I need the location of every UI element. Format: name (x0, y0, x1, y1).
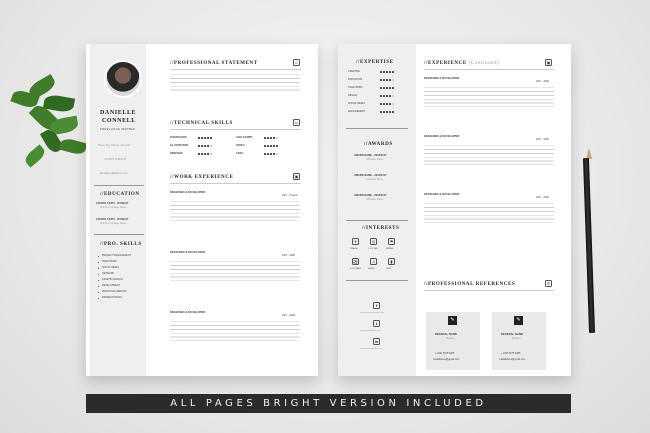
expertise-level-dot (392, 71, 394, 73)
interest-icon: ⚽ (353, 259, 358, 264)
reference-role: Position (446, 337, 455, 340)
skill-level-dot (276, 145, 278, 147)
skill-level-dot (207, 153, 209, 155)
education-school: School Or College Name (100, 222, 127, 225)
expertise-level-dot (383, 103, 385, 105)
pro-skill-item: NETWORK (102, 272, 115, 275)
expertise-level-dot (389, 95, 391, 97)
divider (94, 185, 144, 186)
job-description (170, 320, 300, 342)
job-years: 2007 - 2008 (282, 314, 295, 317)
job-years: 2007 - 2008 (536, 196, 549, 199)
award-name: AWARD NAME - 2016/2017 (354, 154, 387, 157)
social-handle: username/facebook.com (360, 312, 384, 314)
expertise-level-dot (389, 103, 391, 105)
skill-level-dot (210, 137, 212, 139)
interest-label: CYCLING (368, 248, 378, 250)
expertise-level-dot (392, 87, 394, 89)
references-title: //PROFESSIONAL REFERENCES (424, 282, 516, 287)
education-course: COURSE STUDY - 2016/2017 (96, 218, 129, 221)
divider (170, 129, 301, 130)
expertise-name: INNOVATIVE (348, 78, 363, 81)
job-description (424, 86, 554, 110)
pro-skill-item: PROFIONAL WRITING (102, 290, 127, 293)
expertise-level-dot (386, 111, 388, 113)
pro-skill-item: TEAM WORK (102, 260, 117, 263)
pro-skill-item: PRESENTATIONS (102, 296, 122, 299)
expertise-level-dot (383, 71, 385, 73)
award-org: Company Name (366, 178, 384, 181)
job-description (170, 260, 300, 282)
expertise-level-dot (386, 95, 388, 97)
job-title: DESIGNER & DEVELOPER (424, 192, 460, 196)
job-years: 2007 - 2008 (282, 254, 295, 257)
interest-icon: ✈ (353, 239, 358, 244)
expertise-level-dot (392, 95, 394, 97)
pro-skills-title: //PRO. SKILLS (100, 242, 142, 247)
expertise-name: DESIGN (348, 94, 358, 97)
skill-level-dot (204, 137, 206, 139)
skill-level-dot (198, 137, 200, 139)
expertise-name: MANAGEMENT (348, 110, 366, 113)
role-title: FREELANCE WRITER (100, 127, 135, 131)
reference-name: REFERAL NAME (501, 332, 524, 336)
education-title: //EDUCATION (100, 192, 140, 197)
skill-level-dot (276, 137, 278, 139)
skill-level-dot (270, 137, 272, 139)
pen-icon: ✎ (514, 316, 523, 325)
awards-title: //AWARDS (364, 142, 393, 147)
reference-phone: + 1897 5078 6485 (501, 352, 521, 355)
job-title: DESIGNER & DEVELOPER (170, 310, 206, 314)
skill-level-dot (267, 137, 269, 139)
divider (346, 128, 408, 129)
interest-label: TRAVEL (350, 248, 359, 250)
expertise-level-dot (392, 79, 394, 81)
skill-level-dot (273, 153, 275, 155)
skill-level-dot (264, 153, 266, 155)
expertise-name: CREATIVE (348, 70, 360, 73)
interest-label: FOOTBALL (350, 268, 362, 270)
expertise-name: SOCIAL MEDIA (348, 102, 365, 105)
award-org: Company Name (366, 198, 384, 201)
technical-skill-name: PHOTOSHOP (170, 136, 187, 139)
expertise-level-dot (392, 103, 394, 105)
skill-level-dot (198, 145, 200, 147)
expertise-level-dot (389, 111, 391, 113)
monitor-icon: ▭ (294, 120, 299, 125)
work-title: //WORK EXPERIENCE (170, 175, 234, 180)
briefcase-icon: ▣ (294, 174, 299, 179)
skill-level-dot (207, 145, 209, 147)
reference-role: Position (512, 337, 521, 340)
job-years: 2007 - 2008 (536, 80, 549, 83)
award-org: Company Name (366, 158, 384, 161)
expertise-level-dot (389, 71, 391, 73)
interest-label: GYM (386, 268, 391, 270)
award-name: AWARD NAME - 2016/2017 (354, 194, 387, 197)
education-school: School Or College Name (100, 206, 127, 209)
pro-skill-item: DEVELOPMENT (102, 284, 121, 287)
phone-icon: ✆ (546, 281, 551, 286)
interest-label: MUSIC (368, 268, 376, 270)
skill-level-dot (276, 153, 278, 155)
reference-email: mailaddress@gmail.com (433, 358, 460, 361)
expertise-level-dot (383, 95, 385, 97)
job-description (170, 200, 300, 222)
education-course: COURSE STUDY - 2016/2017 (96, 202, 129, 205)
statement-title: //PROFESSIONAL STATEMENT (170, 61, 258, 66)
skill-level-dot (204, 145, 206, 147)
expertise-level-dot (383, 87, 385, 89)
skill-level-dot (210, 145, 212, 147)
skill-level-dot (270, 153, 272, 155)
job-years: 2007 - 2008 (536, 138, 549, 141)
expertise-level-dot (386, 79, 388, 81)
expertise-level-dot (383, 111, 385, 113)
expertise-level-dot (380, 111, 382, 113)
phone: +00 0678 1234 5678 (104, 158, 127, 161)
expertise-level-dot (389, 79, 391, 81)
expertise-name: TEAM WORK (348, 86, 363, 89)
promo-banner: ALL PAGES BRIGHT VERSION INCLUDED (86, 394, 571, 413)
skill-level-dot (264, 137, 266, 139)
interests-title: //INTERESTS (362, 226, 400, 231)
reference-card (492, 312, 546, 370)
name-last: CONNELL (102, 118, 136, 124)
job-title: DESIGNER & DEVELOPER (170, 250, 206, 254)
technical-skill-name: CSS3 (236, 152, 243, 155)
interest-icon: ◎ (371, 239, 376, 244)
interest-icon: ♫ (372, 259, 375, 264)
skill-level-dot (273, 137, 275, 139)
divider (424, 290, 554, 291)
skill-level-dot (204, 153, 206, 155)
reference-card (426, 312, 480, 370)
skill-level-dot (273, 145, 275, 147)
social-icon: in (374, 339, 379, 344)
expertise-level-dot (386, 87, 388, 89)
skill-level-dot (267, 145, 269, 147)
expertise-level-dot (380, 95, 382, 97)
job-years: 2007 - Present (282, 194, 298, 197)
skill-level-dot (201, 145, 203, 147)
expertise-level-dot (380, 71, 382, 73)
pro-skill-item: SOCIAL MEDIA (102, 266, 119, 269)
expertise-level-dot (380, 87, 382, 89)
interest-label: BIKING (386, 248, 394, 250)
skill-level-dot (198, 153, 200, 155)
job-title: DESIGNER & DEVELOPER (424, 76, 460, 80)
technical-skill-name: INDESIGN (170, 152, 183, 155)
experience-title: //EXPERIENCE (Continued) (424, 61, 500, 66)
skill-level-dot (270, 145, 272, 147)
job-title: DESIGNER & DEVELOPER (424, 134, 460, 138)
address: Street, City, Country, Zip Code (98, 144, 131, 147)
expertise-level-dot (380, 79, 382, 81)
job-title: DESIGNER & DEVELOPER (170, 190, 206, 194)
divider (346, 220, 408, 221)
interest-icon: ▮ (388, 258, 395, 265)
skill-level-dot (207, 137, 209, 139)
name-first: DANIELLE (100, 110, 137, 116)
expertise-level-dot (383, 79, 385, 81)
divider (346, 280, 408, 281)
profile-photo (104, 60, 142, 98)
resume-page-2 (338, 44, 571, 376)
award-name: AWARD NAME - 2016/2017 (354, 174, 387, 177)
statement-text (170, 73, 300, 91)
job-description (424, 144, 554, 168)
expertise-level-dot (380, 103, 382, 105)
skill-level-dot (264, 145, 266, 147)
expertise-title: //EXPERTISE (356, 60, 394, 65)
divider (94, 234, 144, 235)
pro-skill-item: PROJECT MANAGEMENT (102, 254, 131, 257)
reference-phone: + 1897 5078 6485 (435, 352, 455, 355)
divider (170, 183, 301, 184)
user-icon: ☺ (294, 60, 299, 65)
divider (170, 69, 301, 70)
reference-name: REFERAL NAME (435, 332, 458, 336)
skill-level-dot (267, 153, 269, 155)
email: Email@emailaddress.com (100, 172, 128, 175)
pro-skill-item: GRAPHIC DESIGN (102, 278, 123, 281)
interest-icon: ⚑ (389, 239, 394, 244)
social-handle: username/linkedin.com (360, 348, 383, 350)
expertise-level-dot (392, 111, 394, 113)
technical-title: //TECHNICAL SKILLS (170, 121, 233, 126)
skill-level-dot (201, 137, 203, 139)
briefcase-icon: ▣ (546, 60, 551, 65)
divider (424, 69, 554, 70)
social-icon: t (373, 320, 380, 327)
technical-skill-name: ILLUSTRATOR (170, 144, 189, 147)
reference-email: mailaddress@gmail.com (499, 358, 526, 361)
job-description (424, 202, 554, 226)
expertise-level-dot (386, 71, 388, 73)
social-handle: username/twitter.com (360, 330, 381, 332)
social-icon: f (373, 302, 380, 309)
skill-level-dot (210, 153, 212, 155)
expertise-level-dot (389, 87, 391, 89)
technical-skill-name: HTML5 (236, 144, 245, 147)
skill-level-dot (201, 153, 203, 155)
technical-skill-name: JAVA SCRIPT (236, 136, 253, 139)
expertise-level-dot (386, 103, 388, 105)
pen-icon: ✎ (448, 316, 457, 325)
